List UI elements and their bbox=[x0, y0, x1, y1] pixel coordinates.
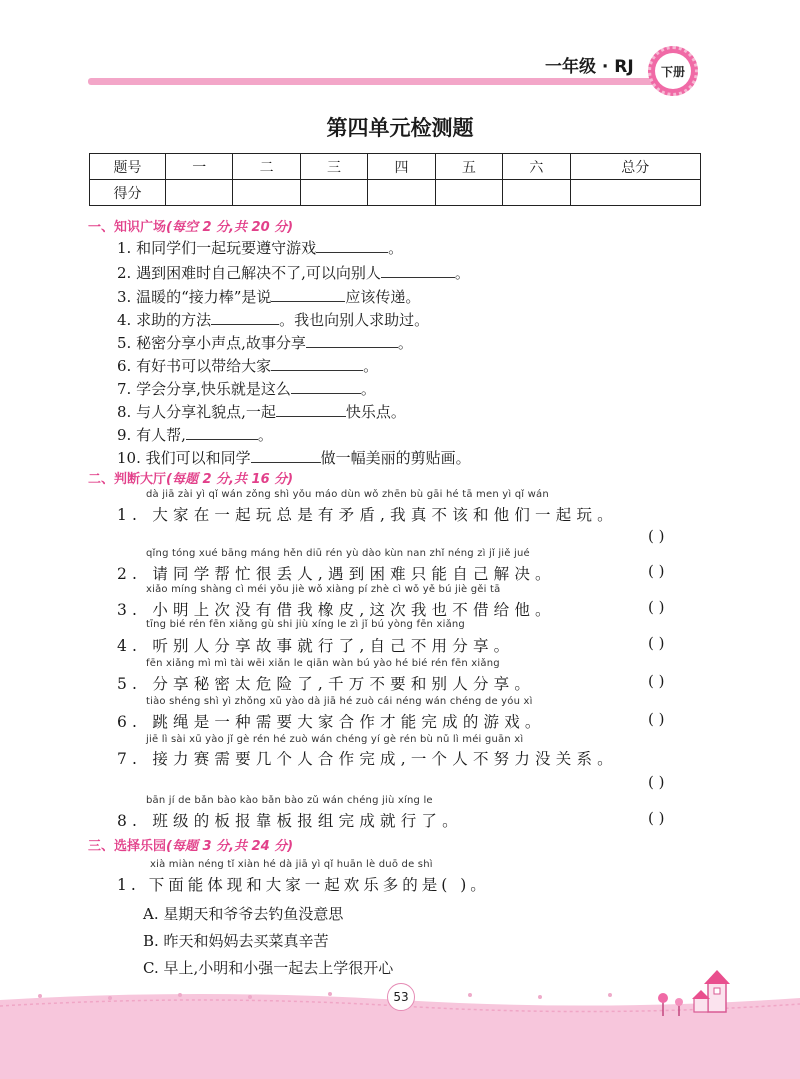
answer-blank[interactable] bbox=[276, 402, 346, 417]
score-table bbox=[89, 153, 701, 206]
table-cell: 六 bbox=[503, 154, 570, 180]
pinyin-line: xià miàn néng tǐ xiàn hé dà jiā yì qǐ huān lè duō de shì bbox=[150, 859, 433, 870]
judge-question-5: 5. 分享秘密太危险了,千万不要和别人分享。 bbox=[117, 675, 536, 693]
question-text: 。 bbox=[397, 334, 413, 352]
question-text: 10. 我们可以和同学 bbox=[117, 449, 251, 467]
table-cell: 得分 bbox=[90, 180, 166, 206]
page-title: 第四单元检测题 bbox=[326, 115, 474, 140]
header-bar bbox=[88, 78, 684, 85]
score-cell[interactable] bbox=[503, 180, 570, 206]
judge-question-4: 4. 听别人分享故事就行了,自己不用分享。 bbox=[117, 637, 515, 655]
score-cell[interactable] bbox=[368, 180, 435, 206]
section3-title: 三、选择乐园 bbox=[88, 839, 167, 854]
table-cell: 五 bbox=[435, 154, 502, 180]
judge-question-3: 3. 小明上次没有借我橡皮,这次我也不借给他。 bbox=[117, 601, 556, 619]
question-text: 。 bbox=[363, 357, 379, 375]
question-text: 7. 学会分享,快乐就是这么 bbox=[117, 380, 291, 398]
fill-question-4 bbox=[117, 309, 429, 330]
score-table-header-row bbox=[90, 154, 701, 180]
answer-blank[interactable] bbox=[381, 263, 455, 278]
answer-parentheses[interactable]: ( ) bbox=[648, 527, 665, 545]
score-cell[interactable] bbox=[570, 180, 700, 206]
judge-question-1: 1. 大家在一起玩总是有矛盾,我真不该和他们一起玩。 bbox=[117, 506, 618, 524]
answer-blank[interactable] bbox=[251, 448, 321, 463]
question-text: 做一幅美丽的剪贴画。 bbox=[320, 449, 471, 467]
section2-points: (每题 2 分,共 16 分) bbox=[166, 472, 294, 487]
answer-blank[interactable] bbox=[271, 356, 363, 371]
pinyin-line: fēn xiǎng mì mì tài wēi xiǎn le qiān wàn bú yào hé bié rén fēn xiǎng bbox=[146, 658, 500, 669]
question-text: 应该传递。 bbox=[345, 288, 421, 306]
question-text: 。 bbox=[360, 380, 376, 398]
score-cell[interactable] bbox=[233, 180, 300, 206]
flower-icon bbox=[655, 990, 689, 1016]
answer-parentheses[interactable]: ( ) bbox=[648, 562, 665, 580]
answer-parentheses[interactable]: ( ) bbox=[648, 710, 665, 728]
answer-blank[interactable] bbox=[306, 333, 398, 348]
house-icon bbox=[690, 968, 740, 1018]
judge-question-7: 7. 接力赛需要几个人合作完成,一个人不努力没关系。 bbox=[117, 750, 618, 768]
volume-badge bbox=[648, 46, 698, 96]
answer-parentheses[interactable]: ( ) bbox=[648, 598, 665, 616]
answer-blank[interactable] bbox=[271, 287, 345, 302]
judge-question-6: 6. 跳绳是一种需要大家合作才能完成的游戏。 bbox=[117, 713, 546, 731]
question-text: 。我也向别人求助过。 bbox=[279, 311, 430, 329]
question-text: 8. 与人分享礼貌点,一起 bbox=[117, 403, 276, 421]
fill-question-5 bbox=[117, 332, 413, 353]
answer-blank[interactable] bbox=[186, 425, 258, 440]
question-text: 6. 有好书可以带给大家 bbox=[117, 357, 272, 375]
judge-question-8: 8. 班级的板报靠板报组完成就行了。 bbox=[117, 812, 463, 830]
answer-blank[interactable] bbox=[291, 379, 361, 394]
fill-question-3 bbox=[117, 286, 420, 307]
judge-question-2: 2. 请同学帮忙很丢人,遇到困难只能自己解决。 bbox=[117, 565, 556, 583]
pinyin-line: tiào shéng shì yì zhǒng xū yào dà jiā hé zuò cái néng wán chéng de yóu xì bbox=[146, 696, 533, 707]
section3-points: (每题 3 分,共 24 分) bbox=[166, 839, 294, 854]
fill-question-9 bbox=[117, 424, 273, 445]
section1-points: (每空 2 分,共 20 分) bbox=[166, 220, 294, 235]
answer-blank[interactable] bbox=[211, 310, 279, 325]
section2-title: 二、判断大厅 bbox=[88, 472, 167, 487]
volume-label: 下册 bbox=[655, 53, 691, 89]
question-text: 2. 遇到困难时自己解决不了,可以向别人 bbox=[117, 264, 381, 282]
page-number: 53 bbox=[387, 983, 415, 1011]
fill-question-1 bbox=[117, 237, 403, 258]
score-cell[interactable] bbox=[435, 180, 502, 206]
score-cell[interactable] bbox=[300, 180, 367, 206]
fill-question-2 bbox=[117, 262, 470, 283]
question-text: 。 bbox=[388, 239, 404, 257]
answer-parentheses[interactable]: ( ) bbox=[648, 634, 665, 652]
option-b[interactable]: B. 昨天和妈妈去买菜真辛苦 bbox=[143, 932, 329, 950]
pinyin-line: tīng bié rén fēn xiǎng gù shi jiù xíng le zì jǐ bú yòng fēn xiǎng bbox=[146, 619, 465, 630]
choice-question-1: 1. 下面能体现和大家一起欢乐多的是( )。 bbox=[117, 876, 490, 894]
question-text: 4. 求助的方法 bbox=[117, 311, 212, 329]
table-cell: 题号 bbox=[90, 154, 166, 180]
table-cell: 二 bbox=[233, 154, 300, 180]
option-c[interactable]: C. 早上,小明和小强一起去上学很开心 bbox=[143, 959, 394, 977]
answer-blank[interactable] bbox=[316, 238, 388, 253]
score-cell[interactable] bbox=[166, 180, 233, 206]
question-text: 1. 和同学们一起玩要遵守游戏 bbox=[117, 239, 317, 257]
section1-title: 一、知识广场 bbox=[88, 220, 167, 235]
option-a[interactable]: A. 星期天和爷爷去钓鱼没意思 bbox=[143, 905, 344, 923]
section3-heading bbox=[88, 835, 293, 854]
score-table-score-row bbox=[90, 180, 701, 206]
question-text: 快乐点。 bbox=[345, 403, 406, 421]
fill-question-10 bbox=[117, 447, 471, 468]
grade-label: 一年级 · RJ bbox=[545, 57, 634, 77]
table-cell: 四 bbox=[368, 154, 435, 180]
question-text: 。 bbox=[454, 264, 470, 282]
answer-parentheses[interactable]: ( ) bbox=[648, 773, 665, 791]
pinyin-line: bān jí de bǎn bào kào bǎn bào zǔ wán chéng jiù xíng le bbox=[146, 795, 433, 806]
table-cell: 三 bbox=[300, 154, 367, 180]
fill-question-8 bbox=[117, 401, 406, 422]
fill-question-7 bbox=[117, 378, 376, 399]
question-text: 3. 温暖的“接力棒”是说 bbox=[117, 288, 272, 306]
question-text: 。 bbox=[257, 426, 273, 444]
question-text: 9. 有人帮, bbox=[117, 426, 186, 444]
table-cell: 一 bbox=[166, 154, 233, 180]
pinyin-line: xiǎo míng shàng cì méi yǒu jiè wǒ xiàng pí zhè cì wǒ yě bú jiè gěi tā bbox=[146, 584, 501, 595]
pinyin-line: qǐng tóng xué bāng máng hěn diū rén yù dào kùn nan zhǐ néng zì jǐ jiě jué bbox=[146, 548, 530, 559]
fill-question-6 bbox=[117, 355, 378, 376]
section1-heading bbox=[88, 216, 293, 235]
pinyin-line: jiē lì sài xū yào jǐ gè rén hé zuò wán chéng yí gè rén bù nǔ lì méi guān xì bbox=[146, 734, 524, 745]
answer-parentheses[interactable]: ( ) bbox=[648, 672, 665, 690]
answer-parentheses[interactable]: ( ) bbox=[648, 809, 665, 827]
question-text: 5. 秘密分享小声点,故事分享 bbox=[117, 334, 306, 352]
pinyin-line: dà jiā zài yì qǐ wán zǒng shì yǒu máo dùn wǒ zhēn bù gāi hé tā men yì qǐ wán bbox=[146, 489, 549, 500]
section2-heading bbox=[88, 468, 293, 487]
table-cell: 总分 bbox=[570, 154, 700, 180]
